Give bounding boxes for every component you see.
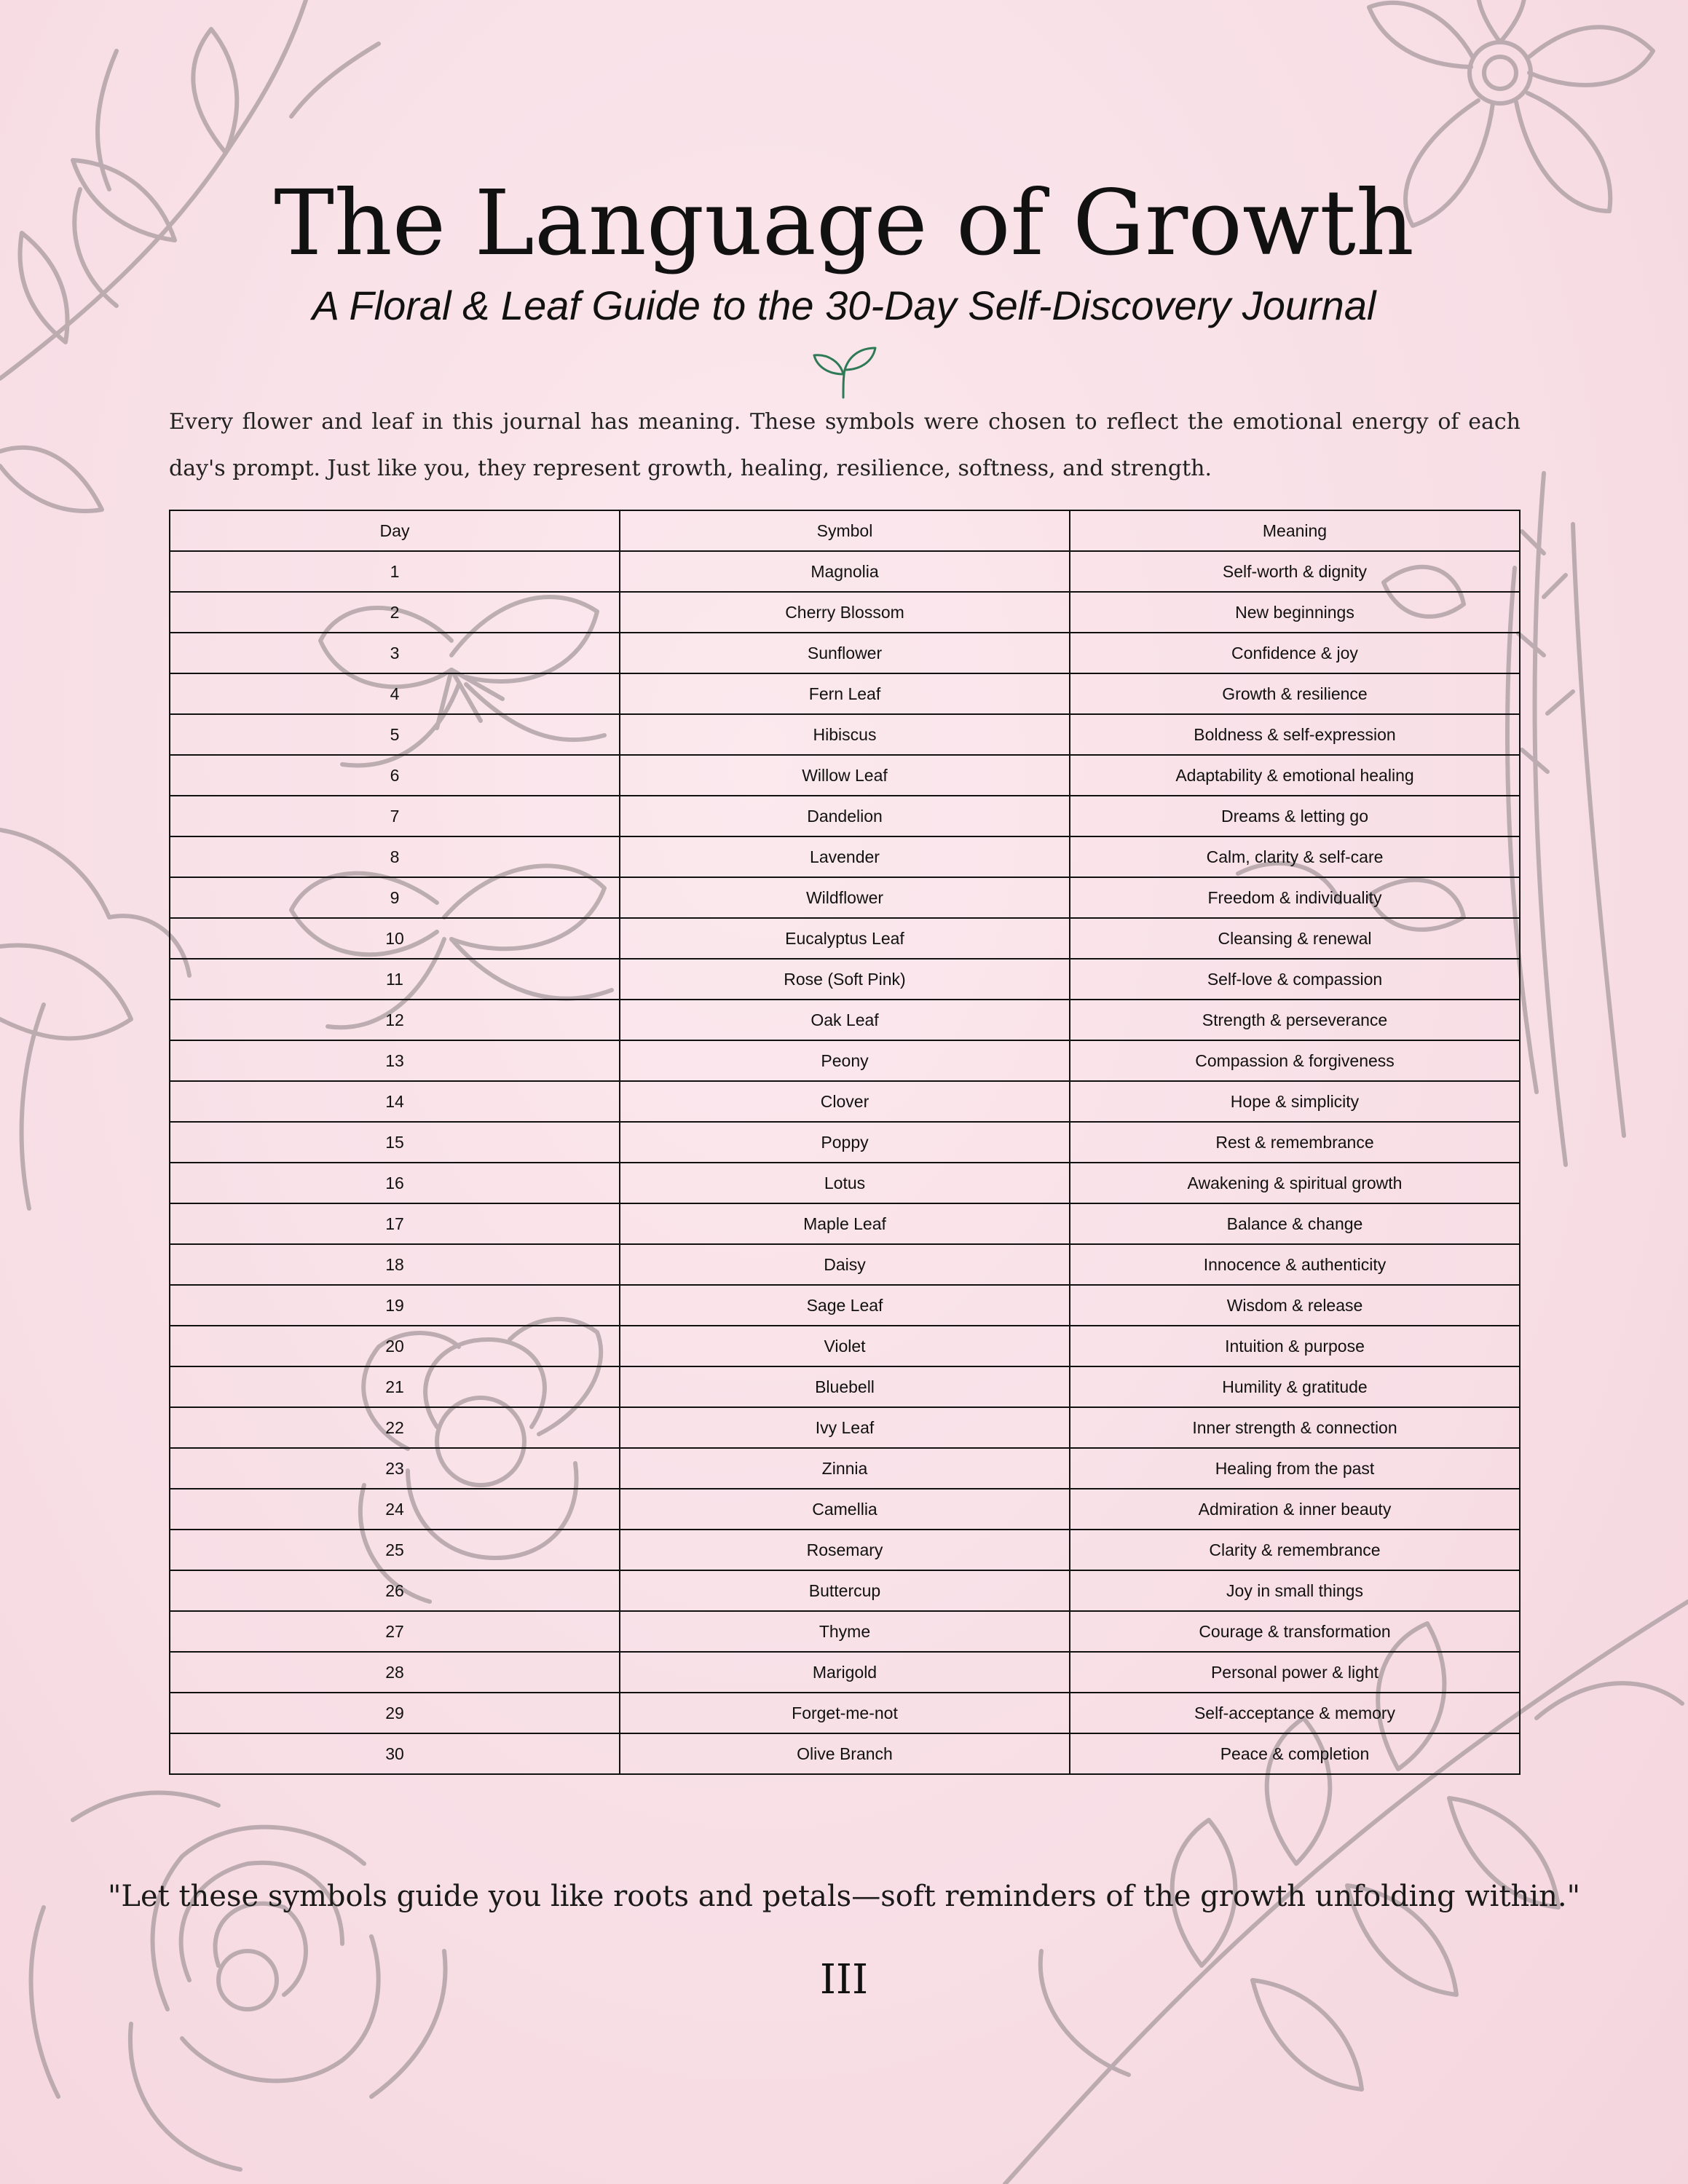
table-row <box>170 1326 1520 1366</box>
table-row <box>170 1122 1520 1163</box>
symbol-cell: Daisy <box>620 1244 1070 1285</box>
symbol-cell: Dandelion <box>620 796 1070 836</box>
day-cell: 20 <box>170 1326 620 1366</box>
symbol-cell: Magnolia <box>620 551 1070 592</box>
table-row <box>170 1000 1520 1040</box>
day-cell: 12 <box>170 1000 620 1040</box>
day-cell: 6 <box>170 755 620 796</box>
table-row <box>170 959 1520 1000</box>
meaning-cell: Joy in small things <box>1070 1570 1520 1611</box>
day-cell: 30 <box>170 1733 620 1774</box>
closing-quote: "Let these symbols guide you like roots and petals—soft reminders of the growth unfolding within." <box>108 1880 1580 1913</box>
table-row <box>170 1244 1520 1285</box>
table-row <box>170 1407 1520 1448</box>
day-cell: 22 <box>170 1407 620 1448</box>
table-row <box>170 592 1520 633</box>
meaning-cell: Peace & completion <box>1070 1733 1520 1774</box>
meaning-cell: Calm, clarity & self-care <box>1070 836 1520 877</box>
table-row <box>170 1652 1520 1693</box>
page-title: The Language of Growth <box>274 171 1414 276</box>
meaning-cell: Inner strength & connection <box>1070 1407 1520 1448</box>
table-row <box>170 633 1520 673</box>
table-row <box>170 877 1520 918</box>
symbol-cell: Peony <box>620 1040 1070 1081</box>
table-row <box>170 1489 1520 1530</box>
symbol-cell: Willow Leaf <box>620 755 1070 796</box>
symbol-cell: Sage Leaf <box>620 1285 1070 1326</box>
page-subtitle: A Floral & Leaf Guide to the 30-Day Self-Discovery Journal <box>312 282 1376 328</box>
meaning-cell: Growth & resilience <box>1070 673 1520 714</box>
table-row <box>170 1203 1520 1244</box>
meaning-cell: Hope & simplicity <box>1070 1081 1520 1122</box>
symbol-cell: Maple Leaf <box>620 1203 1070 1244</box>
table-row <box>170 1733 1520 1774</box>
symbol-cell: Fern Leaf <box>620 673 1070 714</box>
meaning-cell: Boldness & self-expression <box>1070 714 1520 755</box>
day-cell: 8 <box>170 836 620 877</box>
day-cell: 13 <box>170 1040 620 1081</box>
meaning-cell: Compassion & forgiveness <box>1070 1040 1520 1081</box>
meaning-cell: Strength & perseverance <box>1070 1000 1520 1040</box>
meaning-cell: Freedom & individuality <box>1070 877 1520 918</box>
table-row <box>170 1366 1520 1407</box>
meaning-cell: Self-love & compassion <box>1070 959 1520 1000</box>
symbol-cell: Camellia <box>620 1489 1070 1530</box>
day-cell: 19 <box>170 1285 620 1326</box>
day-cell: 14 <box>170 1081 620 1122</box>
table-body <box>170 551 1520 1774</box>
meaning-cell: Dreams & letting go <box>1070 796 1520 836</box>
symbol-cell: Thyme <box>620 1611 1070 1652</box>
day-cell: 3 <box>170 633 620 673</box>
intro-paragraph: Every flower and leaf in this journal has meaning. These symbols were chosen to reflect the emotional energy of each day's prompt. Just like you, they represent growth, healing, resilience, softness, and strength. <box>169 409 1521 481</box>
table-row <box>170 1693 1520 1733</box>
day-cell: 1 <box>170 551 620 592</box>
table-row <box>170 1040 1520 1081</box>
table-row <box>170 836 1520 877</box>
table-row <box>170 714 1520 755</box>
symbol-cell: Oak Leaf <box>620 1000 1070 1040</box>
meaning-cell: Adaptability & emotional healing <box>1070 755 1520 796</box>
meaning-cell: Self-acceptance & memory <box>1070 1693 1520 1733</box>
day-cell: 15 <box>170 1122 620 1163</box>
table-row <box>170 1570 1520 1611</box>
symbol-cell: Olive Branch <box>620 1733 1070 1774</box>
table-row <box>170 1611 1520 1652</box>
meaning-cell: Admiration & inner beauty <box>1070 1489 1520 1530</box>
day-cell: 23 <box>170 1448 620 1489</box>
day-cell: 9 <box>170 877 620 918</box>
meaning-cell: Healing from the past <box>1070 1448 1520 1489</box>
meaning-cell: Personal power & light <box>1070 1652 1520 1693</box>
day-cell: 24 <box>170 1489 620 1530</box>
symbol-cell: Ivy Leaf <box>620 1407 1070 1448</box>
day-cell: 10 <box>170 918 620 959</box>
header-symbol: Symbol <box>620 510 1070 551</box>
symbol-cell: Zinnia <box>620 1448 1070 1489</box>
meaning-cell: Awakening & spiritual growth <box>1070 1163 1520 1203</box>
day-cell: 16 <box>170 1163 620 1203</box>
table-row <box>170 796 1520 836</box>
meaning-cell: Clarity & remembrance <box>1070 1530 1520 1570</box>
day-cell: 11 <box>170 959 620 1000</box>
page-number: III <box>819 1956 869 2003</box>
symbol-cell: Rose (Soft Pink) <box>620 959 1070 1000</box>
header-meaning: Meaning <box>1070 510 1520 551</box>
symbol-cell: Cherry Blossom <box>620 592 1070 633</box>
meaning-cell: Balance & change <box>1070 1203 1520 1244</box>
symbol-cell: Clover <box>620 1081 1070 1122</box>
symbol-cell: Poppy <box>620 1122 1070 1163</box>
meaning-cell: Courage & transformation <box>1070 1611 1520 1652</box>
meaning-cell: Humility & gratitude <box>1070 1366 1520 1407</box>
day-cell: 28 <box>170 1652 620 1693</box>
day-cell: 5 <box>170 714 620 755</box>
symbol-cell: Bluebell <box>620 1366 1070 1407</box>
meaning-cell: Cleansing & renewal <box>1070 918 1520 959</box>
symbol-cell: Lavender <box>620 836 1070 877</box>
table-row <box>170 551 1520 592</box>
symbol-cell: Forget-me-not <box>620 1693 1070 1733</box>
table-row <box>170 1285 1520 1326</box>
symbol-cell: Sunflower <box>620 633 1070 673</box>
symbol-cell: Lotus <box>620 1163 1070 1203</box>
meaning-cell: Confidence & joy <box>1070 633 1520 673</box>
table-header-row <box>170 510 1520 551</box>
day-cell: 21 <box>170 1366 620 1407</box>
table-row <box>170 1448 1520 1489</box>
symbol-guide-table <box>169 510 1521 1775</box>
day-cell: 4 <box>170 673 620 714</box>
table-row <box>170 1530 1520 1570</box>
day-cell: 29 <box>170 1693 620 1733</box>
symbol-cell: Rosemary <box>620 1530 1070 1570</box>
table-row <box>170 755 1520 796</box>
meaning-cell: Rest & remembrance <box>1070 1122 1520 1163</box>
header-day: Day <box>170 510 620 551</box>
day-cell: 2 <box>170 592 620 633</box>
day-cell: 27 <box>170 1611 620 1652</box>
day-cell: 18 <box>170 1244 620 1285</box>
symbol-cell: Violet <box>620 1326 1070 1366</box>
meaning-cell: Self-worth & dignity <box>1070 551 1520 592</box>
table-row <box>170 1163 1520 1203</box>
symbol-cell: Wildflower <box>620 877 1070 918</box>
day-cell: 25 <box>170 1530 620 1570</box>
symbol-cell: Buttercup <box>620 1570 1070 1611</box>
day-cell: 17 <box>170 1203 620 1244</box>
sprout-icon <box>807 342 880 400</box>
meaning-cell: Intuition & purpose <box>1070 1326 1520 1366</box>
table-row <box>170 673 1520 714</box>
meaning-cell: Wisdom & release <box>1070 1285 1520 1326</box>
day-cell: 26 <box>170 1570 620 1611</box>
meaning-cell: Innocence & authenticity <box>1070 1244 1520 1285</box>
meaning-cell: New beginnings <box>1070 592 1520 633</box>
symbol-cell: Eucalyptus Leaf <box>620 918 1070 959</box>
table-row <box>170 918 1520 959</box>
day-cell: 7 <box>170 796 620 836</box>
table-row <box>170 1081 1520 1122</box>
symbol-cell: Marigold <box>620 1652 1070 1693</box>
symbol-cell: Hibiscus <box>620 714 1070 755</box>
